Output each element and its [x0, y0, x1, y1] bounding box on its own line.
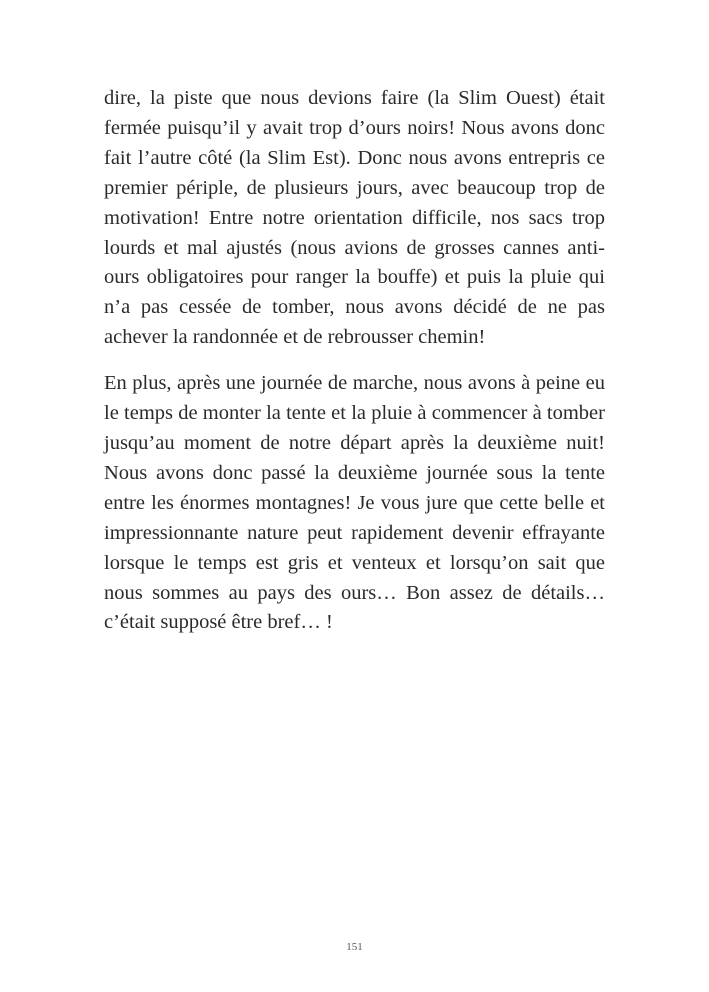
body-text [104, 84, 605, 654]
page-number: 151 [346, 941, 363, 953]
paragraph-2: En plus, après une journée de marche, nous avons à peine eu le temps de monter la tente et la pluie à commencer à tomber jusqu’au moment de notre départ après la deuxième nuit! Nous avons donc passé la deuxième journée sous la tente entre les énormes montagnes! Je vous jure que cette belle et impressionnante nature peut rapidement devenir effrayante lorsque le temps est gris et venteux et lorsqu’on sait que nous sommes au pays des ours… Bon assez de détails… c’était supposé être bref… ! [104, 372, 605, 634]
paragraph-1: dire, la piste que nous devions faire (la Slim Ouest) était fermée puisqu’il y avait trop d’ours noirs! Nous avons donc fait l’autre côté (la Slim Est). Donc nous avons entrepris ce premier périple, de plusieurs jours, avec beaucoup trop de motivation! Entre notre orientation difficile, nos sacs trop lourds et mal ajustés (nous avions de grosses cannes anti-ours obligatoires pour ranger la bouffe) et puis la pluie qui n’a pas cessée de tomber, nous avons décidé de ne pas achever la randonnée et de rebrousser chemin! [104, 87, 605, 349]
